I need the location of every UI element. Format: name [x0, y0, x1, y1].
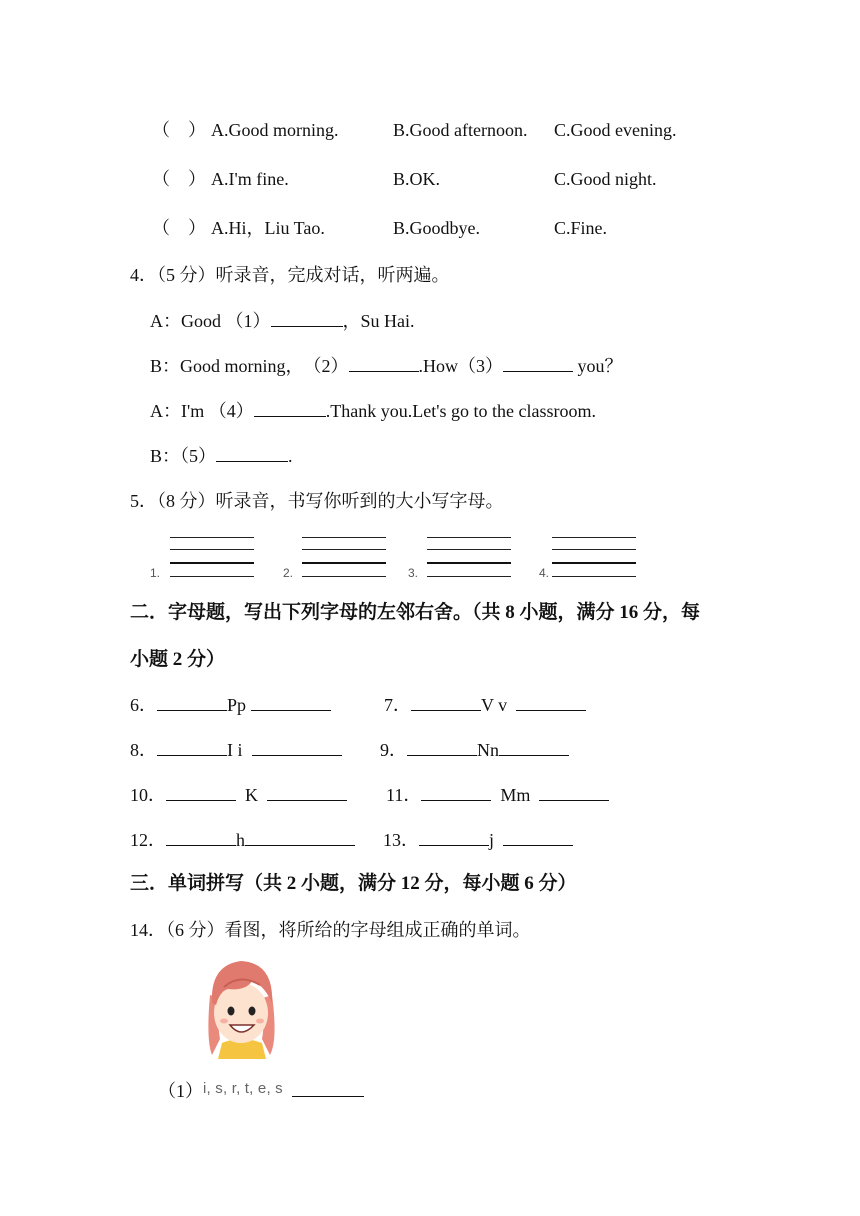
left-blank[interactable] — [157, 696, 227, 711]
girl-illustration — [200, 955, 282, 1059]
dialog-text: B：Good morning， （2） — [150, 356, 349, 376]
option-a: A.I'm fine. — [211, 169, 289, 189]
left-blank[interactable] — [419, 831, 489, 846]
q4-dialog-line-1 — [150, 310, 415, 332]
grid-number: 2. — [283, 566, 294, 580]
q-number: 12． — [130, 830, 166, 850]
dialog-text: . — [288, 446, 293, 466]
blank-3[interactable] — [503, 357, 573, 372]
q-number: 13． — [383, 830, 419, 850]
q9 — [380, 739, 569, 761]
q-number: 11． — [386, 785, 422, 805]
letter: h — [236, 830, 245, 850]
answer-paren[interactable]: （ ） — [152, 169, 206, 189]
left-blank[interactable] — [166, 786, 236, 801]
right-blank[interactable] — [539, 786, 609, 801]
q14-item-1 — [158, 1080, 364, 1104]
right-blank[interactable] — [252, 741, 342, 756]
section-2-heading-cont: 小题 2 分） — [130, 649, 226, 670]
q12 — [130, 829, 355, 851]
right-blank[interactable] — [251, 696, 331, 711]
q4-dialog-line-4 — [150, 445, 293, 467]
answer-paren[interactable]: （ ） — [152, 120, 206, 140]
grid-number: 4. — [539, 566, 550, 580]
q-number: 7． — [384, 695, 411, 715]
option-c: C.Good night. — [554, 169, 657, 189]
right-blank[interactable] — [499, 741, 569, 756]
grid-number: 1. — [150, 566, 161, 580]
blank-2[interactable] — [349, 357, 419, 372]
q5-title: 5．（8 分）听录音，书写你听到的大小写字母。 — [130, 491, 504, 511]
dialog-text: ，Su Hai. — [342, 311, 415, 331]
letter: j — [489, 830, 495, 850]
option-b: B.Good afternoon. — [393, 120, 528, 140]
letter: Nn — [477, 740, 499, 760]
section-3-heading: 三．单词拼写（共 2 小题，满分 12 分，每小题 6 分） — [130, 873, 577, 894]
q4-title: 4．（5 分）听录音，完成对话，听两遍。 — [130, 265, 450, 285]
dialog-text: A：I'm （4） — [150, 401, 254, 421]
grid-number: 3. — [408, 566, 419, 580]
q4-dialog-line-2 — [150, 355, 623, 377]
letter: Pp — [227, 695, 247, 715]
q-number: 8． — [130, 740, 157, 760]
left-blank[interactable] — [166, 831, 236, 846]
q10 — [130, 784, 347, 806]
blank-5[interactable] — [216, 447, 288, 462]
left-blank[interactable] — [407, 741, 477, 756]
dialog-text: .How（3） — [418, 356, 504, 376]
option-b: B.OK. — [393, 169, 441, 189]
left-blank[interactable] — [421, 786, 491, 801]
item-number: （1） — [158, 1081, 203, 1101]
q11 — [386, 784, 609, 806]
q14-title: 14．（6 分）看图，将所给的字母组成正确的单词。 — [130, 920, 531, 940]
answer-paren[interactable]: （ ） — [152, 218, 206, 238]
option-a: A.Good morning. — [211, 120, 339, 140]
letter: V v — [481, 695, 508, 715]
right-blank[interactable] — [267, 786, 347, 801]
right-blank[interactable] — [245, 831, 355, 846]
dialog-text: .Thank you.Let's go to the classroom. — [325, 401, 596, 421]
dialog-text: A：Good （1） — [150, 311, 271, 331]
option-c: C.Good evening. — [554, 120, 677, 140]
q4-dialog-line-3 — [150, 400, 596, 422]
dialog-text: you？ — [573, 356, 623, 376]
q6 — [130, 694, 331, 716]
q-number: 10． — [130, 785, 166, 805]
option-b: B.Goodbye. — [393, 218, 480, 238]
letter: Mm — [500, 785, 531, 805]
blank-1[interactable] — [271, 312, 343, 327]
q-number: 9． — [380, 740, 407, 760]
left-blank[interactable] — [157, 741, 227, 756]
right-blank[interactable] — [503, 831, 573, 846]
option-c: C.Fine. — [554, 218, 608, 238]
answer-blank[interactable] — [292, 1082, 364, 1097]
left-blank[interactable] — [411, 696, 481, 711]
blank-4[interactable] — [254, 402, 326, 417]
option-a: A.Hi，Liu Tao. — [211, 218, 325, 238]
letter: K — [245, 785, 258, 805]
q7 — [384, 694, 586, 716]
q13 — [383, 829, 573, 851]
section-2-heading: 二．字母题，写出下列字母的左邻右舍。（共 8 小题，满分 16 分，每 — [130, 602, 701, 623]
dialog-text: B：（5） — [150, 446, 217, 466]
q-number: 6． — [130, 695, 157, 715]
scrambled-letters: i, s, r, t, e, s — [203, 1080, 283, 1097]
right-blank[interactable] — [516, 696, 586, 711]
letter: I i — [227, 740, 243, 760]
q8 — [130, 739, 342, 761]
